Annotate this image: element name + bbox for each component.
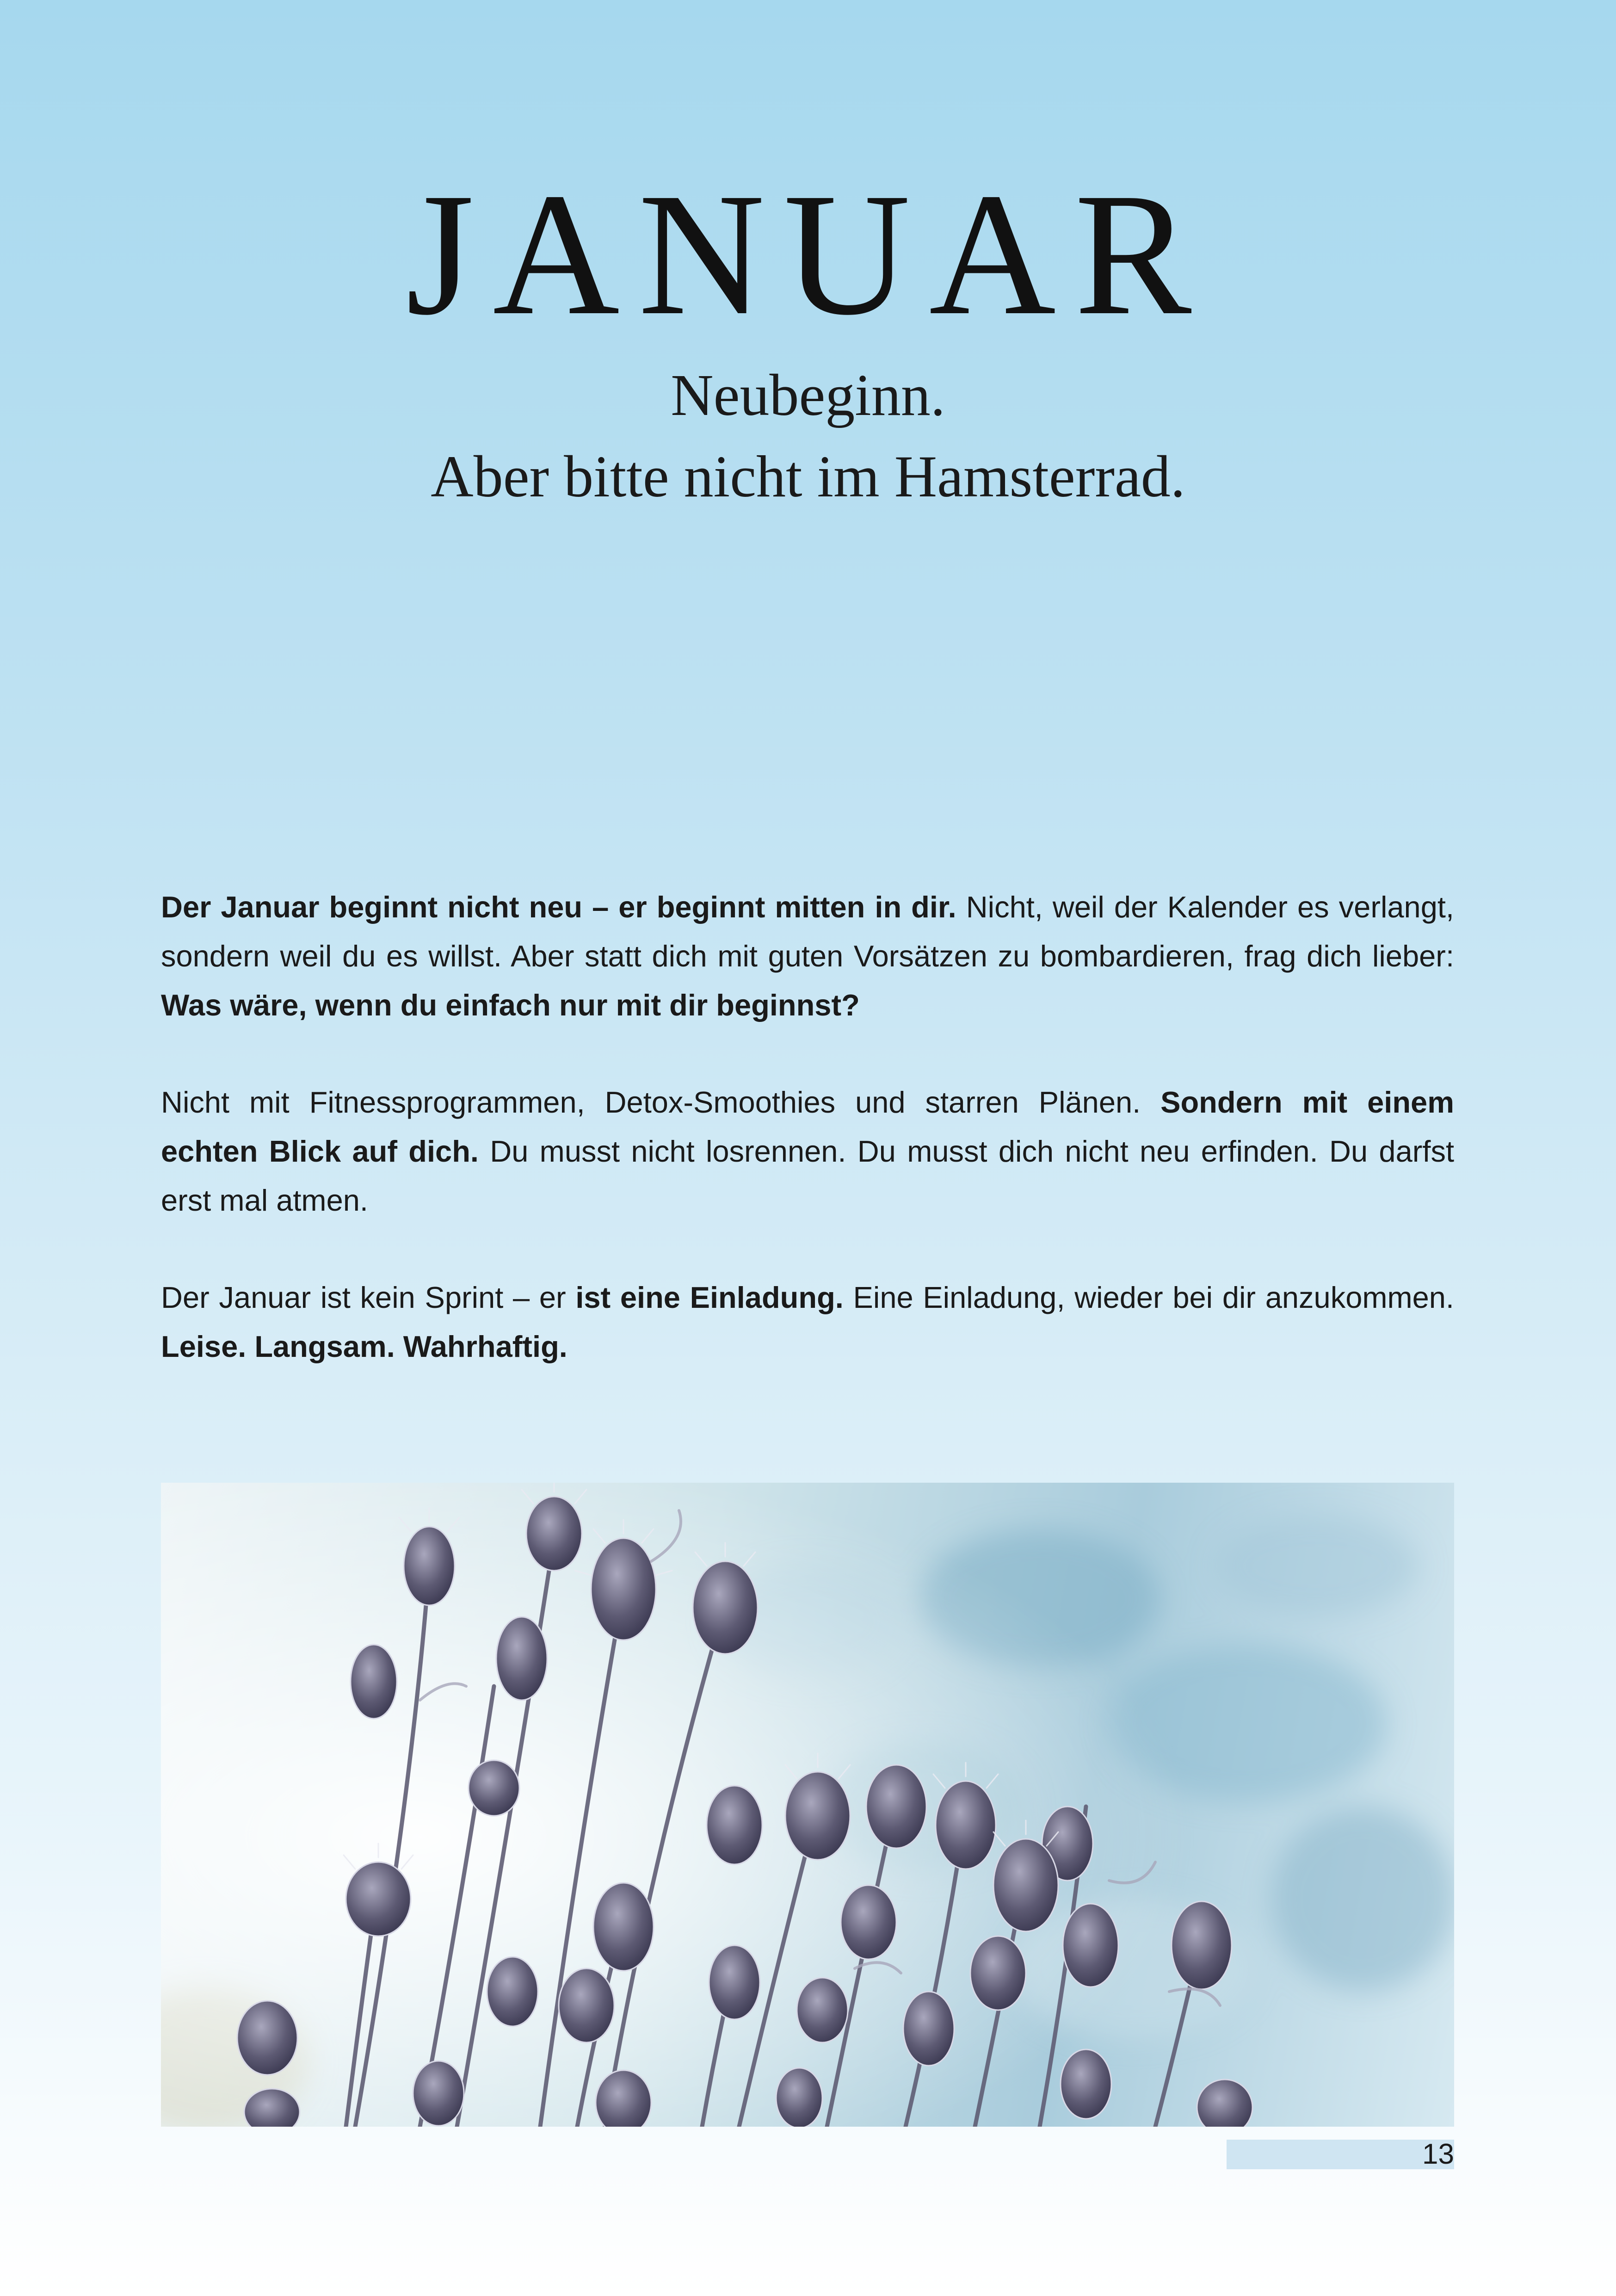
paragraph-2-text-2: Du musst nicht losrennen. Du musst dich nicht neu erfinden. Du darfst erst mal atmen. bbox=[161, 1134, 1454, 1217]
paragraph-3-text-2: Eine Einladung, wieder bei dir anzukommen. bbox=[843, 1281, 1454, 1314]
paragraph-1-bold-2: Was wäre, wenn du einfach nur mit dir beginnst? bbox=[161, 988, 860, 1022]
paragraph-1-text-1: Nicht, weil der Kalender es verlangt, sondern weil du es willst. Aber statt dich mit guten Vorsätzen zu bombardieren, frag dich lieber: bbox=[161, 890, 1454, 973]
subtitle-line-2: Aber bitte nicht im Hamsterrad. bbox=[431, 444, 1185, 509]
paragraph-3-bold-1: ist eine Einladung. bbox=[575, 1281, 844, 1314]
page-number: 13 bbox=[1422, 2138, 1454, 2170]
subtitle-line-1: Neubeginn. bbox=[671, 362, 945, 428]
paragraph-2-bold-1: Sondern mit einem echten Blick auf dich. bbox=[161, 1085, 1454, 1168]
paragraph-1-bold-1: Der Januar beginnt nicht neu – er beginnt mitten in dir. bbox=[161, 890, 956, 924]
paragraph-3-bold-2: Leise. Langsam. Wahrhaftig. bbox=[161, 1330, 567, 1363]
paragraph-3-text-1: Der Januar ist kein Sprint – er bbox=[161, 1281, 576, 1314]
paragraph-2 bbox=[161, 1078, 1454, 1225]
paragraph-3 bbox=[161, 1273, 1454, 1371]
paragraph-1 bbox=[161, 883, 1454, 1030]
page-title: JANUAR bbox=[406, 157, 1210, 352]
paragraph-2-text-1: Nicht mit Fitnessprogrammen, Detox-Smoothies und starren Plänen. bbox=[161, 1085, 1161, 1119]
frosted-thistles-photo bbox=[161, 1483, 1454, 2127]
